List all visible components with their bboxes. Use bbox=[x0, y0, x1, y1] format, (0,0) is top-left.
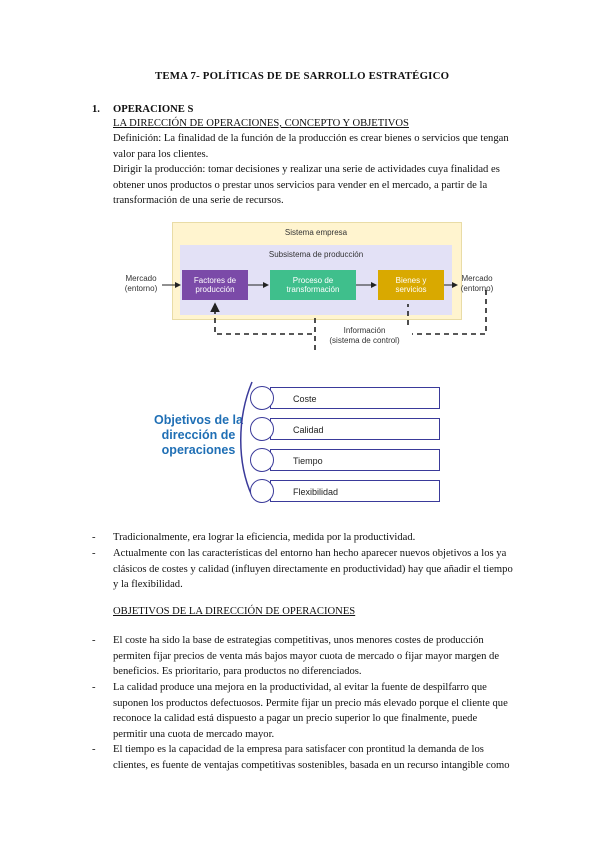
production-system-diagram bbox=[112, 218, 502, 353]
page-title: TEMA 7- POLÍTICAS DE DE SARROLLO ESTRATÉGICO bbox=[155, 70, 450, 82]
feedback-dashed-line bbox=[215, 304, 312, 334]
objective-item: Calidad bbox=[270, 418, 440, 440]
text-line: Dirigir la producción: tomar decisiones y realizar una serie de actividades cuya finalidad es bbox=[113, 164, 500, 175]
objective-item: Tiempo bbox=[270, 449, 440, 471]
text-line: valor para los clientes. bbox=[113, 148, 209, 160]
text-line: Definición: La finalidad de la función de la producción es crear bienes o servicios que tengan bbox=[113, 133, 509, 144]
objective-bullet-circle bbox=[250, 386, 274, 410]
bullet-text: El tiempo es la capacidad de la empresa para satisfacer con prontitud la demanda de los clientes, es fuente de ventajas competitivas sostenibles, basada en un recurso intangible como bbox=[113, 744, 510, 771]
transformation-process-box: Proceso de transformación bbox=[270, 270, 356, 300]
section-number: 1. bbox=[92, 104, 100, 115]
production-factors-box: Factores de producción bbox=[182, 270, 248, 300]
market-right-label: Mercado (entorno) bbox=[460, 274, 494, 293]
bullet-dash: - bbox=[92, 532, 96, 543]
objective-bullet-circle bbox=[250, 417, 274, 441]
section-heading: OPERACIONE S bbox=[113, 104, 194, 115]
definition-block bbox=[113, 131, 533, 209]
bullet-dash: - bbox=[92, 682, 96, 693]
diagram-arrows bbox=[112, 218, 502, 353]
bullet-dash: - bbox=[92, 548, 96, 559]
objectives-title: Objetivos de la dirección de operaciones bbox=[154, 413, 243, 457]
bullet-text: Actualmente con las características del entorno han hecho aparecer nuevos objetivos a los ya clásicos de costes y calidad (influyen directamente en productividad) hay que añadir el tiempo y la flexibilidad. bbox=[113, 548, 513, 590]
company-system-label: Sistema empresa bbox=[284, 228, 348, 237]
market-left-label: Mercado (entorno) bbox=[124, 274, 158, 293]
subheading-objectives: OBJETIVOS DE LA DIRECCIÓN DE OPERACIONES bbox=[113, 606, 356, 617]
objective-item: Flexibilidad bbox=[270, 480, 440, 502]
objective-bullet-circle bbox=[250, 479, 274, 503]
bullet-dash: - bbox=[92, 635, 96, 646]
text-line: transformación de una serie de recursos. bbox=[113, 195, 284, 206]
text-line: obtener unos productos o prestar unos servicios para vender en el mercado, a partir de la bbox=[113, 179, 488, 191]
bullet-text: El coste ha sido la base de estrategias competitivas, unos menores costes de producción permiten fijar precios de venta más bajos mayor cuota de mercado o fijar mayor margen de beneficios. Es prioritario, para productos no diferenciados. bbox=[113, 635, 500, 677]
information-control-label: Información (sistema de control) bbox=[317, 326, 412, 346]
objective-bullet-circle bbox=[250, 448, 274, 472]
bullet-text: La calidad produce una mejora en la productividad, al evitar la fuente de despilfarro que suponen los productos defectuosos. Permite fijar un precio más elevado porque el cliente que reconoce la calidad está dispuesto a pagar un precio superior lo que finalmente, puede permitir una cuota de mercado mayor. bbox=[113, 682, 508, 740]
production-subsystem-label: Subsistema de producción bbox=[268, 250, 364, 259]
operations-objectives-diagram bbox=[142, 368, 462, 513]
goods-services-box: Bienes y servicios bbox=[378, 270, 444, 300]
subheading-concept: LA DIRECCIÓN DE OPERACIONES, CONCEPTO Y OBJETIVOS bbox=[113, 118, 409, 129]
bullet-text: Tradicionalmente, era lograr la eficiencia, medida por la productividad. bbox=[113, 532, 416, 543]
objective-item: Coste bbox=[270, 387, 440, 409]
bullet-dash: - bbox=[92, 744, 96, 755]
